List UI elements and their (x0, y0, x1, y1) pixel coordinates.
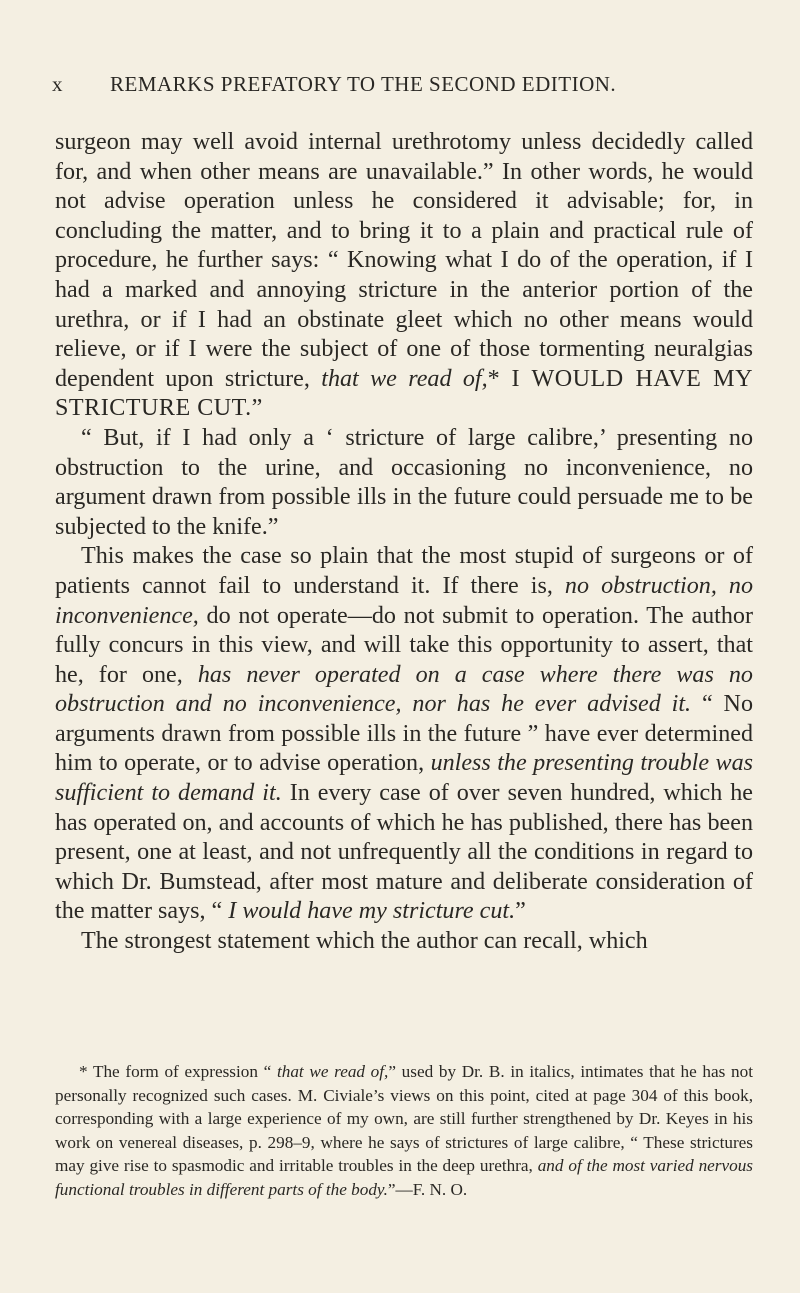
p3-italic-1: no obstruction, no inconvenience, (55, 572, 754, 629)
footnote-mark: * (79, 1062, 88, 1081)
page-number: x (52, 72, 63, 96)
p1-emphasis: I WOULD HAVE MY STRICTURE CUT.” (55, 365, 753, 422)
footnote-paragraph (55, 1060, 753, 1202)
paragraph-4: The strongest statement which the author can recall, which (81, 928, 648, 955)
p3-text-1: This makes the case so plain that the most stupid of surgeons or of patients cannot fail to understand it. If there is, (55, 543, 753, 599)
fn-text-2: ” used by Dr. B. in italics, intimates that he has not personally recognized such cases. M. Civiale’s views on this point, cited at page 304 of this book, corresponding with a large experience of my own, are still further strengthened by Dr. Keyes in his work on venereal diseases, p. 298–9, where he says of strictures of large calibre, “ These strictures may give rise to spasmodic and irritable troubles in the deep urethra, (55, 1062, 753, 1176)
fn-italic-2: and of the most varied nervous functional troubles in different parts of the body. (55, 1156, 753, 1199)
p3-text-4: In every case of over seven hundred, which he has operated on, and accounts of which he has published, there has been present, one at least, and not unfrequently all the conditions in regard to which Dr. Bumstead, after most mature and deliberate consideration of the matter says, “ (55, 780, 753, 925)
fn-text-3: ”—F. N. O. (387, 1179, 468, 1199)
p1-italic: that we read of, (321, 365, 488, 392)
paragraph-3 (55, 542, 753, 927)
fn-italic-1: that we read of, (276, 1062, 389, 1081)
p3-italic-3: unless the presenting trouble was sufficient to demand it. (55, 750, 753, 807)
p3-italic-4: I would have my stricture cut. (228, 898, 516, 925)
main-text (55, 128, 753, 957)
running-header (52, 72, 754, 97)
footnote-reference: * (487, 365, 500, 392)
p3-text-3: “ No arguments drawn from possible ills in the future ” have ever determined him to operate, or to advise operation, (55, 691, 754, 777)
p3-text-5: ” (515, 898, 526, 925)
p1-text: surgeon may well avoid internal urethrotomy unless decidedly called for, and when other means are unavailable.” In other words, he would not advise operation unless he considered it advisable; for, in concluding the matter, and to bring it to a plain and practical rule of procedure, he further says: “ Knowing what I do of the operation, if I had a marked and annoying stricture in the anterior portion of the urethra, or if I had an obstinate gleet which no other means would relieve, or if I were the subject of one of those tormenting neuralgias dependent upon stricture, (55, 129, 753, 392)
paragraph-1 (55, 128, 753, 424)
paragraph-2: “ But, if I had only a ‘ stricture of large calibre,’ presenting no obstruction to the urine, and occasioning no inconvenience, no argument drawn from possible ills in the future could persuade me to be subjected to the knife.” (55, 424, 753, 540)
p3-italic-2: has never operated on a case where there was no obstruction and no inconvenience, nor has he ever advised it. (55, 661, 753, 718)
running-title: REMARKS PREFATORY TO THE SECOND EDITION. (110, 72, 617, 96)
p3-text-2: do not operate—do not submit to operation. The author fully concurs in this view, and will take this opportunity to assert, that he, for one, (55, 602, 753, 688)
footnote (55, 1060, 753, 1202)
fn-text-1: The form of expression “ (87, 1062, 277, 1081)
